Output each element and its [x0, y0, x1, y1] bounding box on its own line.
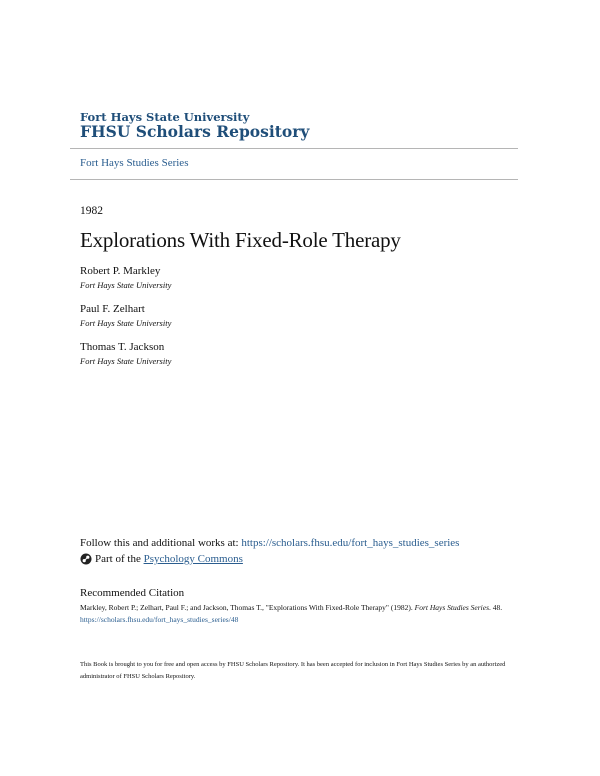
bottom-divider	[70, 179, 518, 180]
follow-url-link[interactable]: https://scholars.fhsu.edu/fort_hays_studies_series	[241, 537, 460, 549]
part-of-line	[80, 553, 243, 565]
recommended-citation-heading: Recommended Citation	[80, 587, 185, 599]
author-name: Thomas T. Jackson	[80, 341, 165, 353]
publication-year: 1982	[80, 205, 103, 217]
author-affiliation: Fort Hays State University	[80, 318, 172, 328]
part-of-label: Part of the	[95, 553, 141, 565]
document-title: Explorations With Fixed-Role Therapy	[80, 228, 401, 252]
psychology-commons-link[interactable]: Psychology Commons	[143, 553, 243, 565]
commons-network-icon	[80, 553, 92, 565]
author-name: Robert P. Markley	[80, 265, 161, 277]
top-divider	[70, 148, 518, 149]
citation-url-link[interactable]: https://scholars.fhsu.edu/fort_hays_studies_series/48	[80, 615, 239, 624]
follow-label: Follow this and additional works at:	[80, 537, 242, 549]
series-link[interactable]: Fort Hays Studies Series	[80, 157, 189, 169]
follow-line	[80, 537, 459, 549]
author-affiliation: Fort Hays State University	[80, 280, 172, 290]
university-name: Fort Hays State University	[80, 110, 250, 124]
citation-text	[80, 602, 528, 626]
citation-series: Fort Hays Studies Series	[414, 603, 489, 612]
citation-body: Markley, Robert P.; Zelhart, Paul F.; and Jackson, Thomas T., "Explorations With Fixed-Role Therapy" (1982).	[80, 603, 415, 612]
author-name: Paul F. Zelhart	[80, 303, 145, 315]
access-statement: This Book is brought to you for free and open access by FHSU Scholars Repository. It has been accepted for inclusion in Fort Hays Studies Series by an authorized administrator of FHSU Scholars Repository.	[80, 661, 506, 680]
citation-number: . 48.	[489, 603, 503, 612]
author-affiliation: Fort Hays State University	[80, 356, 172, 366]
repository-name[interactable]: FHSU Scholars Repository	[80, 122, 310, 141]
